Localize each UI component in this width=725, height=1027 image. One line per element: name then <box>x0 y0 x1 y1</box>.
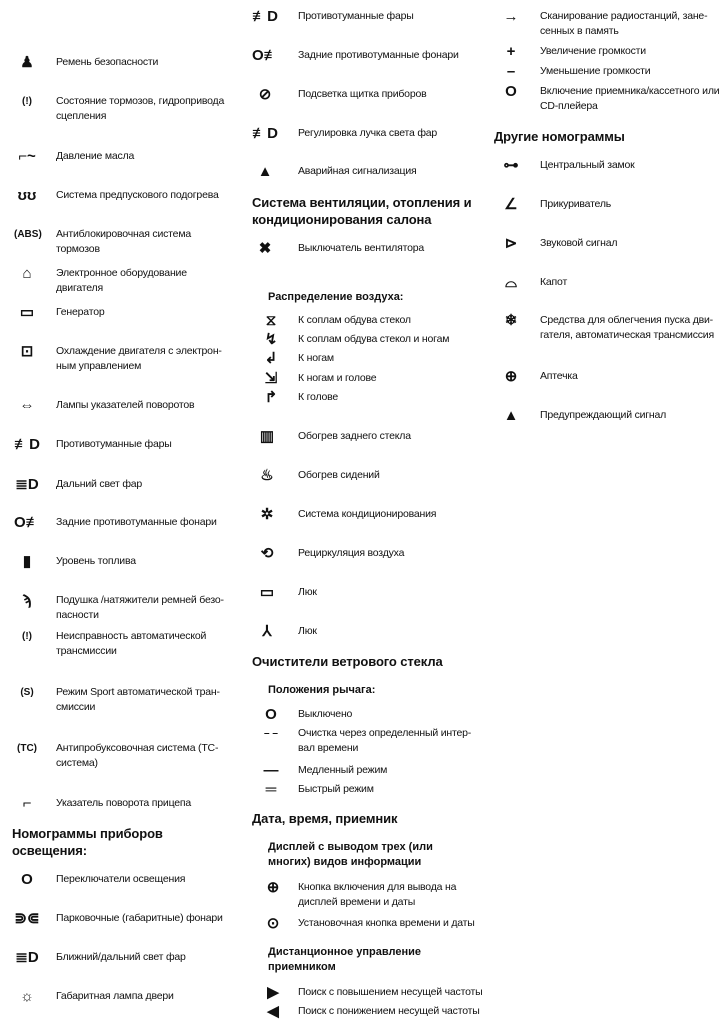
legend-text: Обогрев сидений <box>298 469 380 481</box>
legend-text: Включение приемника/кассетного или CD-плейера <box>540 85 720 112</box>
legend-text: Установочная кнопка времени и даты <box>298 917 475 929</box>
low-high-beam-icon: ≣D <box>15 949 39 966</box>
legend-text: Состояние тормозов, гидропривода сцепления <box>56 95 225 122</box>
legend-text: Задние противотуманные фонари <box>56 516 217 528</box>
legend-text: Переключатели освещения <box>56 873 186 885</box>
legend-text: Указатель поворота прицепа <box>56 797 192 809</box>
legend-text: Выключатель вентилятора <box>298 242 425 254</box>
legend-text: Система кондиционирования <box>298 508 437 520</box>
rear-defrost-icon: ▥ <box>259 428 275 445</box>
sunroof-tilt-icon: ⅄ <box>262 623 272 640</box>
fan-icon: ✖ <box>258 240 272 257</box>
legend-text: Очистка через определенный интер- вал времени <box>298 727 472 754</box>
legend-text: Звуковой сигнал <box>540 237 618 249</box>
rear-fog-icon: O≢ <box>14 514 41 531</box>
legend-text: Дальний свет фар <box>56 478 143 490</box>
oil-pressure-icon: ⌐~ <box>18 148 36 165</box>
fuel-level-icon: ▮ <box>22 553 32 570</box>
heading-ventilation: Система вентиляции, отопления и кондиционирования салона <box>252 195 472 227</box>
legend-text: К ногам <box>298 352 334 364</box>
subheading-remote: Дистанционное управление приемником <box>268 946 421 973</box>
legend-text: Медленный режим <box>298 764 388 776</box>
cold-start-icon: ❄ <box>504 312 518 329</box>
feet-head-icon: ⇲ <box>264 370 278 387</box>
legend-text: Давление масла <box>56 150 135 162</box>
recirculation-icon: ⟲ <box>260 545 274 562</box>
legend-text: К голове <box>298 391 339 403</box>
rear-fog-icon: O≢ <box>252 47 279 64</box>
legend-text: Подсветка щитка приборов <box>298 88 427 100</box>
parking-lights-icon: ⋑⋐ <box>14 910 40 927</box>
legend-text: Ближний/дальний свет фар <box>56 951 186 963</box>
heading-date-time: Дата, время, приемник <box>252 811 398 826</box>
legend-text: К соплам обдува стекол и ногам <box>298 333 450 345</box>
dash-light-icon: ⊘ <box>258 86 272 103</box>
legend-text: Уровень топлива <box>56 555 136 567</box>
legend-text: Увеличение громкости <box>540 45 646 57</box>
legend-text: Система предпускового подогрева <box>56 189 219 201</box>
legend-text: Генератор <box>56 306 105 318</box>
hood-icon: ⌓ <box>505 274 517 291</box>
slow-icon: — <box>263 762 279 779</box>
legend-text: Задние противотуманные фонари <box>298 49 459 61</box>
generator-icon: ▭ <box>19 304 35 321</box>
fast-icon: ═ <box>265 781 277 798</box>
column-2 <box>248 0 488 1027</box>
airbag-icon: ϡ <box>22 592 32 609</box>
legend-text: Антиблокировочная система тормозов <box>56 228 191 255</box>
warning-icon: ▲ <box>503 407 519 424</box>
defrost-icon: ⧖ <box>265 312 277 329</box>
fog-lights-icon: ≢D <box>252 8 278 25</box>
subheading-display: Дисплей с выводом трех (или многих) видов информации <box>268 841 433 868</box>
off-icon: O <box>265 706 277 723</box>
legend-text: Люк <box>298 586 317 598</box>
legend-text: Охлаждение двигателя с электрон- ным управлением <box>56 345 222 372</box>
legend-text: Сканирование радиостанций, зане- сенных в память <box>540 10 708 37</box>
legend-text: Рециркуляция воздуха <box>298 547 405 559</box>
seatbelt-icon: ♟ <box>20 54 34 71</box>
set-button-icon: ⊙ <box>266 915 280 932</box>
horn-icon: ⊳ <box>504 235 518 252</box>
engine-cooling-icon: ⊡ <box>20 343 34 360</box>
subheading-lever: Положения рычага: <box>268 684 376 696</box>
legend-text: Подушка /натяжители ремней безо- пасности <box>56 594 224 621</box>
door-lamp-icon: ☼ <box>20 988 34 1005</box>
legend-text: Противотуманные фары <box>298 10 414 22</box>
transmission-fault-icon: (!) <box>22 631 32 642</box>
legend-text: Средства для облегчения пуска дви- гателя, автоматическая трансмиссия <box>540 314 714 341</box>
legend-text: Электронное оборудование двигателя <box>56 267 187 294</box>
legend-text: Антипробуксовочная система (TC- система) <box>56 742 219 769</box>
legend-text: Поиск с понижением несущей частоты <box>298 1005 480 1017</box>
head-icon: ↱ <box>264 389 278 406</box>
legend-text: Центральный замок <box>540 159 635 171</box>
fog-lights-icon: ≢D <box>14 436 40 453</box>
heading-wipers: Очистители ветрового стекла <box>252 654 443 669</box>
seek-down-icon: ◀ <box>267 1003 279 1020</box>
hazard-icon: ▲ <box>257 163 273 180</box>
headlight-level-icon: ≢D <box>252 125 278 142</box>
sport-mode-icon: (S) <box>20 687 34 698</box>
brake-status-icon: (!) <box>22 96 32 107</box>
legend-text: Лампы указателей поворотов <box>56 399 195 411</box>
legend-text: Кнопка включения для вывода на дисплей времени и даты <box>298 881 457 908</box>
abs-icon: (ABS) <box>14 229 42 240</box>
column-1 <box>0 0 245 1027</box>
legend-text: Выключено <box>298 708 353 720</box>
legend-text: Обогрев заднего стекла <box>298 430 411 442</box>
legend-text: К ногам и голове <box>298 372 377 384</box>
legend-text: Парковочные (габаритные) фонари <box>56 912 223 924</box>
legend-text: Люк <box>298 625 317 637</box>
feet-icon: ↲ <box>264 350 278 367</box>
heading-lighting: Номограммы приборов освещения: <box>12 826 163 858</box>
legend-text: Предупреждающий сигнал <box>540 409 667 421</box>
legend-text: Ремень безопасности <box>56 56 159 68</box>
seat-heat-icon: ♨ <box>260 467 274 484</box>
volume-up-icon: + <box>506 43 516 60</box>
heading-other: Другие номограммы <box>494 129 625 144</box>
legend-text: К соплам обдува стекол <box>298 314 411 326</box>
player-on-icon: O <box>505 83 517 100</box>
trailer-signal-icon: ⌐ <box>22 795 32 812</box>
engine-electronics-icon: ⌂ <box>22 265 32 282</box>
legend-text: Уменьшение громкости <box>540 65 651 77</box>
interval-icon: – – <box>264 728 278 739</box>
legend-text: Режим Sport автоматической тран- смиссии <box>56 686 220 713</box>
legend-text: Неисправность автоматической трансмиссии <box>56 630 207 657</box>
volume-down-icon: – <box>506 63 516 80</box>
legend-text: Габаритная лампа двери <box>56 990 174 1002</box>
legend-text: Аптечка <box>540 370 578 382</box>
legend-text: Поиск с повышением несущей частоты <box>298 986 483 998</box>
column-3 <box>490 0 722 1027</box>
legend-text: Противотуманные фары <box>56 438 172 450</box>
glow-plug-icon: ʊʊ <box>17 187 37 204</box>
seek-up-icon: ▶ <box>267 984 279 1001</box>
display-button-icon: ⊕ <box>266 879 280 896</box>
legend-text: Прикуриватель <box>540 198 612 210</box>
high-beam-icon: ≣D <box>15 476 39 493</box>
defrost-feet-icon: ↯ <box>264 331 278 348</box>
subheading-air-distribution: Распределение воздуха: <box>268 291 404 303</box>
legend-text: Регулировка лучка света фар <box>298 127 438 139</box>
ac-icon: ✲ <box>260 506 274 523</box>
traction-control-icon: (TC) <box>17 743 37 754</box>
first-aid-icon: ⊕ <box>504 368 518 385</box>
legend-text: Быстрый режим <box>298 783 374 795</box>
light-switch-icon: O <box>21 871 33 888</box>
legend-text: Капот <box>540 276 568 288</box>
central-lock-icon: ⊶ <box>503 157 519 174</box>
sunroof-icon: ▭ <box>259 584 275 601</box>
scan-icon: → <box>503 8 519 25</box>
lighter-icon: ∠ <box>504 196 518 213</box>
legend-text: Аварийная сигнализация <box>298 165 417 177</box>
turn-signal-icon: ⇔ <box>19 397 35 414</box>
